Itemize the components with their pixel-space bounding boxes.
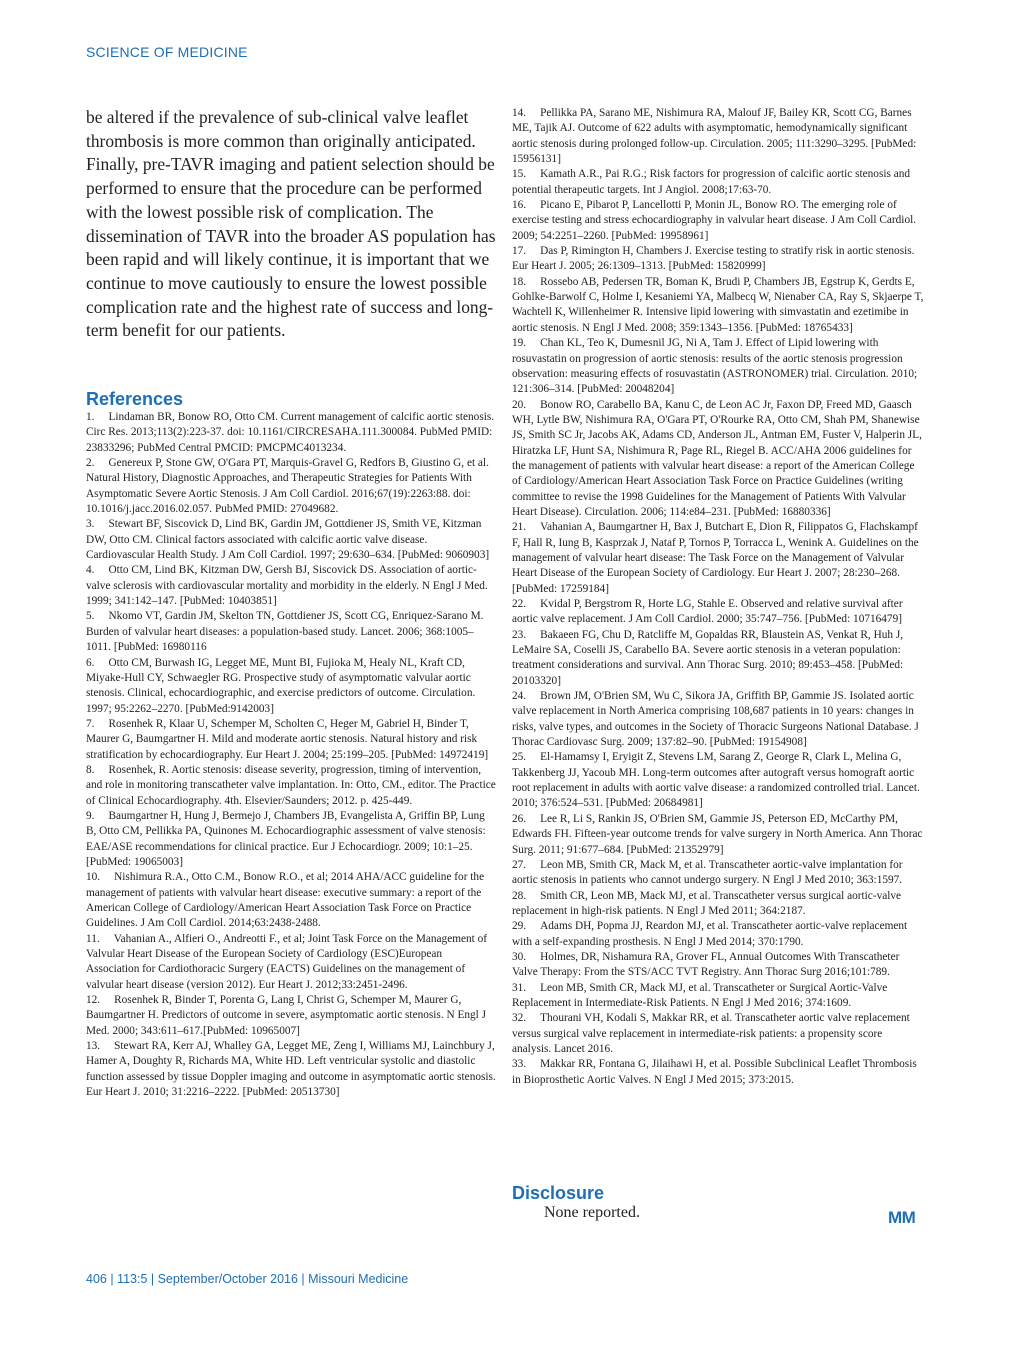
reference-number: 3. bbox=[86, 518, 95, 531]
reference-text: Kamath A.R., Pai R.G.; Risk factors for progression of calcific aortic stenosis and potential therapeutic targets. Int J Angiol. 2008;17:63-70. bbox=[512, 168, 911, 196]
missouri-medicine-logo: MM bbox=[888, 1208, 916, 1227]
disclosure-text: None reported. bbox=[544, 1204, 640, 1221]
reference-text: Rosenhek R, Klaar U, Schemper M, Scholten C, Heger M, Gabriel H, Binder T, Maurer G, Baumgartner H. Mild and moderate aortic stenosis. Natural history and risk stratification by echocardiography. Eur Heart J. 2004; 25:199–205. [PubMed: 14972419] bbox=[86, 717, 489, 761]
reference-item bbox=[86, 410, 496, 456]
reference-number: 8. bbox=[86, 763, 95, 776]
reference-text: Leon MB, Smith CR, Mack M, et al. Transcatheter aortic-valve implantation for aortic stenosis in patients who cannot undergo surgery. N Engl J Med 2010; 363:1597. bbox=[512, 858, 903, 887]
reference-text: Nkomo VT, Gardin JM, Skelton TN, Gottdiener JS, Scott CG, Enriquez-Sarano M. Burden of valvular heart diseases: a population-based study. Lancet. 2006; 368:1005–1011. [PubMed: 16980116 bbox=[86, 610, 484, 654]
reference-item bbox=[512, 689, 924, 750]
reference-number: 10. bbox=[86, 871, 101, 884]
reference-item bbox=[86, 656, 496, 717]
reference-text: Bonow RO, Carabello BA, Kanu C, de Leon AC Jr, Faxon DP, Freed MD, Gaasch WH, Lytle BW, Nishimura RA, O'Gara PT, O'Rourke RA, Otto CM, Shah PM, Shanewise JS, Smith SC Jr, Jacobs AK, Adams CD, Anderson JL, Antman EM, Fuster V, Halperin JL, Hiratzka LF, Hunt SA, Nishimura R, Page RL, Riegel B. ACC/AHA 2006 guidelines for the management of patients with valvular heart disease: a report of the American College of Cardiology/American Heart Association Task Force on Practice Guidelines (writing committee to revise the 1998 Guidelines for the Management of Patients With Valvular Heart Disease). Circulation. 2006; 114:e84–231. [PubMed: 16880336] bbox=[512, 398, 922, 518]
reference-number: 13. bbox=[86, 1040, 101, 1053]
reference-number: 5. bbox=[86, 610, 95, 623]
reference-number: 11. bbox=[86, 932, 100, 945]
reference-text: Smith CR, Leon MB, Mack MJ, et al. Transcatheter versus surgical aortic-valve replacement in high-risk patients. N Engl J Med 2011; 364:2187. bbox=[512, 889, 902, 917]
reference-number: 27. bbox=[512, 858, 527, 871]
references-section bbox=[86, 389, 496, 1100]
reference-number: 33. bbox=[512, 1058, 527, 1071]
reference-number: 1. bbox=[86, 411, 95, 423]
reference-item bbox=[512, 981, 924, 1012]
reference-number: 20. bbox=[512, 398, 527, 411]
reference-text: Leon MB, Smith CR, Mack MJ, et al. Transcatheter or Surgical Aortic-Valve Replacement in Intermediate-Risk Patients. N Engl J Med 2016; 374:1609. bbox=[512, 981, 888, 1009]
reference-item bbox=[86, 932, 496, 993]
reference-number: 28. bbox=[512, 889, 527, 902]
reference-item bbox=[512, 812, 924, 858]
reference-text: Thourani VH, Kodali S, Makkar RR, et al. Transcatheter aortic valve replacement versus surgical valve replacement in intermediate-risk patients: a propensity score analysis. Lancet 2016. bbox=[512, 1012, 910, 1055]
reference-item bbox=[512, 275, 924, 336]
reference-text: Nishimura R.A., Otto C.M., Bonow R.O., et al; 2014 AHA/ACC guideline for the management of patients with valvular heart disease: executive summary: a report of the American College of Cardiology/American Heart Association Task Force on Practice Guidelines. J Am Coll Cardiol. 2014;63:2438-2488. bbox=[86, 871, 485, 930]
reference-text: Rossebo AB, Pedersen TR, Boman K, Brudi P, Chambers JB, Egstrup K, Gerdts E, Gohlke-Barwolf C, Holme I, Kesaniemi YA, Malbecq W, Nienaber CA, Ray S, Skjaerpe T, Wachtell K, Willenheimer R. Intensive lipid lowering with simvastatin and ezetimibe in aortic stenosis. N Engl J Med. 2008; 359:1343–1356. [PubMed: 18765433] bbox=[512, 275, 924, 334]
reference-item bbox=[86, 517, 496, 563]
reference-text: Chan KL, Teo K, Dumesnil JG, Ni A, Tam J. Effect of Lipid lowering with rosuvastatin on progression of aortic stenosis: results of the aortic stenosis progression observation: measuring effects of rosuvastatin (ASTRONOMER) trial. Circulation. 2010; 121:306–314. [PubMed: 20048204] bbox=[512, 337, 918, 396]
reference-item bbox=[512, 520, 924, 597]
reference-number: 19. bbox=[512, 337, 527, 350]
reference-text: Vahanian A, Baumgartner H, Bax J, Butchart E, Dion R, Filippatos G, Flachskampf F, Hall R, Iung B, Kasprzak J, Nataf P, Tornos P, Torracca L, Wenink A. Guidelines on the management of valvular heart disease: The Task Force on the Management of Valvular Heart Disease of the European Society of Cardiology. Eur Heart J. 2007; 28:230–268. [PubMed: 17259184] bbox=[512, 521, 919, 595]
reference-text: Otto CM, Burwash IG, Legget ME, Munt BI, Fujioka M, Healy NL, Kraft CD, Miyake-Hull CY, Schwaegler RG. Prospective study of asymptomatic valvular aortic stenosis. Clinical, echocardiographic, and exercise predictors of outcome. Circulation. 1997; 95:2262–2270. [PubMed:9142003] bbox=[86, 656, 476, 715]
reference-text: Lee R, Li S, Rankin JS, O'Brien SM, Gammie JS, Peterson ED, McCarthy PM, Edwards FH. Fifteen-year outcome trends for valve surgery in North America. Ann Thorac Surg. 2011; 91:677–684. [PubMed: 21352979] bbox=[512, 812, 923, 856]
reference-item bbox=[86, 717, 496, 763]
reference-item bbox=[512, 889, 924, 920]
reference-item bbox=[86, 456, 496, 517]
references-list-left bbox=[86, 410, 496, 1100]
reference-number: 2. bbox=[86, 457, 95, 470]
reference-text: Baumgartner H, Hung J, Bermejo J, Chambers JB, Evangelista A, Griffin BP, Lung B, Otto CM, Pellikka PA, Quinones M. Echocardiographic assessment of valve stenosis: EAE/ASE recommendations for clinical practice. Eur J Echocardiogr. 2009; 10:1–25. [PubMed: 19065003] bbox=[86, 809, 486, 868]
reference-text: Brown JM, O'Brien SM, Wu C, Sikora JA, Griffith BP, Gammie JS. Isolated aortic valve replacement in North America comprising 108,687 patients in 10 years: changes in risks, valve types, and outcomes in the Society of Thoracic Surgeons National Database. J Thorac Cardiovasc Surg. 2009; 137:82–90. [PubMed: 19154908] bbox=[512, 690, 919, 749]
reference-item bbox=[512, 244, 924, 275]
reference-number: 32. bbox=[512, 1012, 527, 1025]
reference-number: 15. bbox=[512, 168, 527, 181]
references-list-right bbox=[512, 106, 924, 1088]
reference-item bbox=[512, 597, 924, 628]
reference-text: Makkar RR, Fontana G, Jilaihawi H, et al. Possible Subclinical Leaflet Thrombosis in Bioprosthetic Aortic Valves. N Engl J Med 2015; 373:2015. bbox=[512, 1058, 917, 1086]
reference-number: 9. bbox=[86, 809, 95, 822]
reference-number: 21. bbox=[512, 521, 527, 534]
reference-text: Kvidal P, Bergstrom R, Horte LG, Stahle E. Observed and relative survival after aortic valve replacement. J Am Coll Cardiol. 2000; 35:747–756. [PubMed: 10716479] bbox=[512, 598, 903, 626]
reference-item bbox=[86, 1039, 496, 1100]
reference-item bbox=[512, 167, 924, 198]
right-column bbox=[512, 106, 924, 1088]
reference-number: 6. bbox=[86, 656, 95, 669]
section-header: SCIENCE OF MEDICINE bbox=[86, 44, 248, 60]
references-heading: References bbox=[86, 389, 184, 409]
reference-number: 16. bbox=[512, 199, 527, 212]
reference-text: Das P, Rimington H, Chambers J. Exercise testing to stratify risk in aortic stenosis. Eur Heart J. 2005; 26:1309–1313. [PubMed: 15820999] bbox=[512, 245, 915, 273]
reference-text: Vahanian A., Alfieri O., Andreotti F., et al; Joint Task Force on the Management of Valvular Heart Disease of the European Society of Cardiology (ESC)European Association for Cardiothoracic Surgery (EACTS) Guidelines on the management of valvular heart disease (version 2012). Eur Heart J. 2012;33:2451-2496. bbox=[86, 932, 488, 991]
reference-item bbox=[86, 993, 496, 1039]
reference-text: Holmes, DR, Nishamura RA, Grover FL, Annual Outcomes With Transcatheter Valve Therapy: From the STS/ACC TVT Registry. Ann Thorac Surg 2016;101:789. bbox=[512, 950, 900, 979]
reference-text: Bakaeen FG, Chu D, Ratcliffe M, Gopaldas RR, Blaustein AS, Venkat R, Huh J, LeMaire SA, Coselli JS, Carabello BA. Severe aortic stenosis in a veteran population: treatment considerations and survival. Ann Thorac Surg. 2010; 89:453–458. [PubMed: 20103320] bbox=[512, 628, 904, 687]
reference-text: Rosenhek, R. Aortic stenosis: disease severity, progression, timing of intervention, and role in monitoring transcatheter valve implantation. In: Otto, CM., editor. The Practice of Clinical Echocardiography. 4th. Elsevier/Saunders; 2012. p. 425-449. bbox=[86, 763, 496, 807]
reference-number: 26. bbox=[512, 812, 527, 825]
reference-text: Lindaman BR, Bonow RO, Otto CM. Current management of calcific aortic stenosis. Circ Res. 2013;113(2):223-37. doi: 10.1161/CIRCRESAHA.111.300084. PubMed PMID: 23833296; PubMed Central PMCID: PMCPMC4013234. bbox=[86, 411, 495, 454]
reference-number: 25. bbox=[512, 751, 527, 764]
reference-item bbox=[86, 763, 496, 809]
reference-item bbox=[86, 609, 496, 655]
reference-number: 7. bbox=[86, 717, 95, 730]
reference-number: 30. bbox=[512, 950, 527, 963]
reference-item bbox=[512, 858, 924, 889]
reference-number: 4. bbox=[86, 564, 95, 577]
reference-number: 31. bbox=[512, 981, 527, 994]
reference-item bbox=[512, 198, 924, 244]
reference-text: Stewart RA, Kerr AJ, Whalley GA, Legget ME, Zeng I, Williams MJ, Lainchbury J, Hamer A, Doughty R, Richards MA, White HD. Left ventricular systolic and diastolic function assessed by tissue Doppler imaging and outcome in asymptomatic aortic stenosis. Eur Heart J. 2010; 31:2216–2222. [PubMed: 20513730] bbox=[86, 1040, 496, 1099]
reference-number: 29. bbox=[512, 920, 527, 933]
left-column-body bbox=[86, 106, 496, 343]
page-footer: 406 | 113:5 | September/October 2016 | Missouri Medicine bbox=[86, 1272, 409, 1286]
reference-item bbox=[512, 336, 924, 397]
reference-number: 23. bbox=[512, 628, 527, 641]
disclosure-section bbox=[512, 1183, 924, 1222]
reference-item bbox=[512, 628, 924, 689]
reference-number: 14. bbox=[512, 107, 527, 119]
reference-number: 24. bbox=[512, 690, 527, 703]
reference-text: Adams DH, Popma JJ, Reardon MJ, et al. Transcatheter aortic-valve replacement with a self-expanding prosthesis. N Engl J Med 2014; 370:1790. bbox=[512, 920, 908, 948]
reference-text: Stewart BF, Siscovick D, Lind BK, Gardin JM, Gottdiener JS, Smith VE, Kitzman DW, Otto CM. Clinical factors associated with calcific aortic valve disease. Cardiovascular Health Study. J Am Coll Cardiol. 1997; 29:630–634. [PubMed: 9060903] bbox=[86, 518, 490, 562]
reference-number: 22. bbox=[512, 598, 527, 610]
reference-number: 17. bbox=[512, 245, 527, 258]
reference-item bbox=[86, 870, 496, 931]
reference-text: Genereux P, Stone GW, O'Gara PT, Marquis-Gravel G, Redfors B, Giustino G, et al. Natural History, Diagnostic Approaches, and Therapeutic Strategies for Patients With Asymptomatic Severe Aortic Stenosis. J Am Coll Cardiol. 2016;67(19):2263:88. doi: 10.1016/j.jacc.2016.02.057. PubMed PMID: 27049682. bbox=[86, 457, 489, 516]
reference-text: Rosenhek R, Binder T, Porenta G, Lang I, Christ G, Schemper M, Maurer G, Baumgartner H. Predictors of outcome in severe, asymptomatic aortic stenosis. N Engl J Med. 2000; 343:611–617.[PubMed: 10965007] bbox=[86, 994, 487, 1037]
disclosure-heading: Disclosure bbox=[512, 1183, 605, 1203]
reference-text: Pellikka PA, Sarano ME, Nishimura RA, Malouf JF, Bailey KR, Scott CG, Barnes ME, Tajik AJ. Outcome of 622 adults with asymptomatic, hemodynamically significant aortic stenosis during prolonged follow-up. Circulation. 2005; 111:3290–3295. [PubMed: 15956131] bbox=[512, 107, 917, 166]
reference-item bbox=[512, 1057, 924, 1088]
reference-item bbox=[512, 1011, 924, 1057]
reference-item bbox=[512, 398, 924, 521]
reference-number: 12. bbox=[86, 994, 101, 1007]
reference-text: El-Hamamsy I, Eryigit Z, Stevens LM, Sarang Z, George R, Clark L, Melina G, Takkenberg JJ, Yacoub MH. Long-term outcomes after autograft versus homograft aortic root replacement in adults with aortic valve disease: a randomized controlled trial. Lancet. 2010; 376:524–531. [PubMed: 20684981] bbox=[512, 751, 920, 810]
reference-item bbox=[512, 950, 924, 981]
reference-item bbox=[86, 809, 496, 870]
body-paragraph: be altered if the prevalence of sub-clinical valve leaflet thrombosis is more common than originally anticipated. Finally, pre-TAVR imaging and patient selection should be performed to ensure that the procedure can be performed with the lowest possible risk of complication. The dissemination of TAVR into the broader AS population has been rapid and will likely continue, it is important that we continue to move cautiously to ensure the lowest possible complication rate and the highest rate of success and long-term benefit for our patients. bbox=[86, 107, 496, 341]
reference-item bbox=[86, 563, 496, 609]
reference-item bbox=[512, 106, 924, 167]
reference-text: Picano E, Pibarot P, Lancellotti P, Monin JL, Bonow RO. The emerging role of exercise testing and stress echocardiography in valvular heart disease. J Am Coll Cardiol. 2009; 54:2251–2260. [PubMed: 19958961] bbox=[512, 199, 917, 242]
reference-number: 18. bbox=[512, 275, 527, 288]
reference-item bbox=[512, 750, 924, 811]
reference-text: Otto CM, Lind BK, Kitzman DW, Gersh BJ, Siscovick DS. Association of aortic-valve sclerosis with cardiovascular mortality and morbidity in the elderly. N Engl J Med. 1999; 341:142–147. [PubMed: 10403851] bbox=[86, 564, 488, 608]
reference-item bbox=[512, 919, 924, 950]
